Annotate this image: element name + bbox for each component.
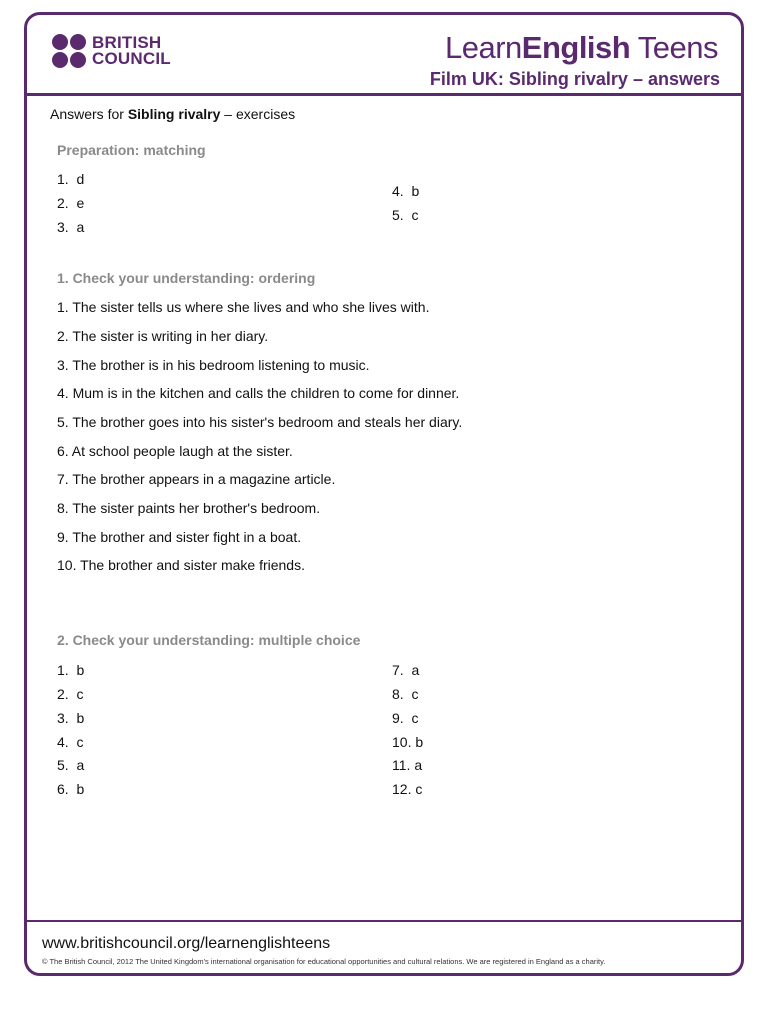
mc-answer: 3. b bbox=[57, 710, 85, 726]
ordering-item: 2. The sister is writing in her diary. bbox=[57, 328, 269, 344]
brand-teens: Teens bbox=[630, 30, 718, 65]
intro-prefix: Answers for bbox=[50, 106, 128, 122]
prep-answer: 5. c bbox=[392, 207, 419, 223]
ordering-item: 7. The brother appears in a magazine article. bbox=[57, 471, 336, 487]
document-title: Film UK: Sibling rivalry – answers bbox=[429, 69, 720, 89]
intro-bold: Sibling rivalry bbox=[127, 106, 221, 122]
mc-answer: 1. b bbox=[57, 662, 85, 678]
footer-url-link[interactable]: www.britishcouncil.org/learnenglishteens bbox=[42, 935, 331, 952]
footer-divider bbox=[24, 920, 744, 922]
prep-answer: 1. d bbox=[57, 171, 85, 187]
mc-answer: 10. b bbox=[392, 734, 424, 750]
intro-line bbox=[50, 106, 295, 122]
brand-learn: Learn bbox=[444, 30, 522, 65]
ordering-item: 9. The brother and sister fight in a boat. bbox=[57, 529, 302, 545]
ordering-item: 8. The sister paints her brother's bedroom. bbox=[57, 500, 321, 516]
brand-english: English bbox=[521, 30, 631, 65]
mc-answer: 11. a bbox=[392, 757, 423, 773]
british-council-logo bbox=[52, 34, 171, 68]
intro-suffix: – exercises bbox=[220, 106, 296, 122]
ordering-heading: 1. Check your understanding: ordering bbox=[57, 270, 316, 286]
preparation-heading: Preparation: matching bbox=[57, 142, 206, 158]
logo-line-2: COUNCIL bbox=[92, 49, 171, 68]
ordering-item: 4. Mum is in the kitchen and calls the children to come for dinner. bbox=[57, 385, 460, 401]
header-divider bbox=[24, 93, 744, 96]
ordering-item: 5. The brother goes into his sister's bedroom and steals her diary. bbox=[57, 414, 463, 430]
mc-answer: 9. c bbox=[392, 710, 419, 726]
prep-answer: 4. b bbox=[392, 183, 420, 199]
ordering-item: 3. The brother is in his bedroom listening to music. bbox=[57, 357, 370, 373]
ordering-item: 1. The sister tells us where she lives and who she lives with. bbox=[57, 299, 430, 315]
ordering-item: 6. At school people laugh at the sister. bbox=[57, 443, 293, 459]
learnenglish-teens-brand bbox=[445, 30, 718, 66]
multiple-choice-heading: 2. Check your understanding: multiple choice bbox=[57, 632, 361, 648]
prep-answer: 2. e bbox=[57, 195, 85, 211]
footer-copyright: © The British Council, 2012 The United Kingdom's international organisation for educational opportunities and cultural relations. We are registered in England as a charity. bbox=[42, 957, 606, 966]
mc-answer: 2. c bbox=[57, 686, 84, 702]
logo-text bbox=[92, 35, 171, 67]
logo-line-1: BRITISH bbox=[92, 33, 162, 52]
mc-answer: 8. c bbox=[392, 686, 419, 702]
prep-answer: 3. a bbox=[57, 219, 85, 235]
mc-answer: 4. c bbox=[57, 734, 84, 750]
mc-answer: 12. c bbox=[392, 781, 423, 797]
mc-answer: 6. b bbox=[57, 781, 85, 797]
mc-answer: 7. a bbox=[392, 662, 420, 678]
logo-dots-icon bbox=[52, 34, 86, 68]
ordering-item: 10. The brother and sister make friends. bbox=[57, 557, 305, 573]
mc-answer: 5. a bbox=[57, 757, 85, 773]
